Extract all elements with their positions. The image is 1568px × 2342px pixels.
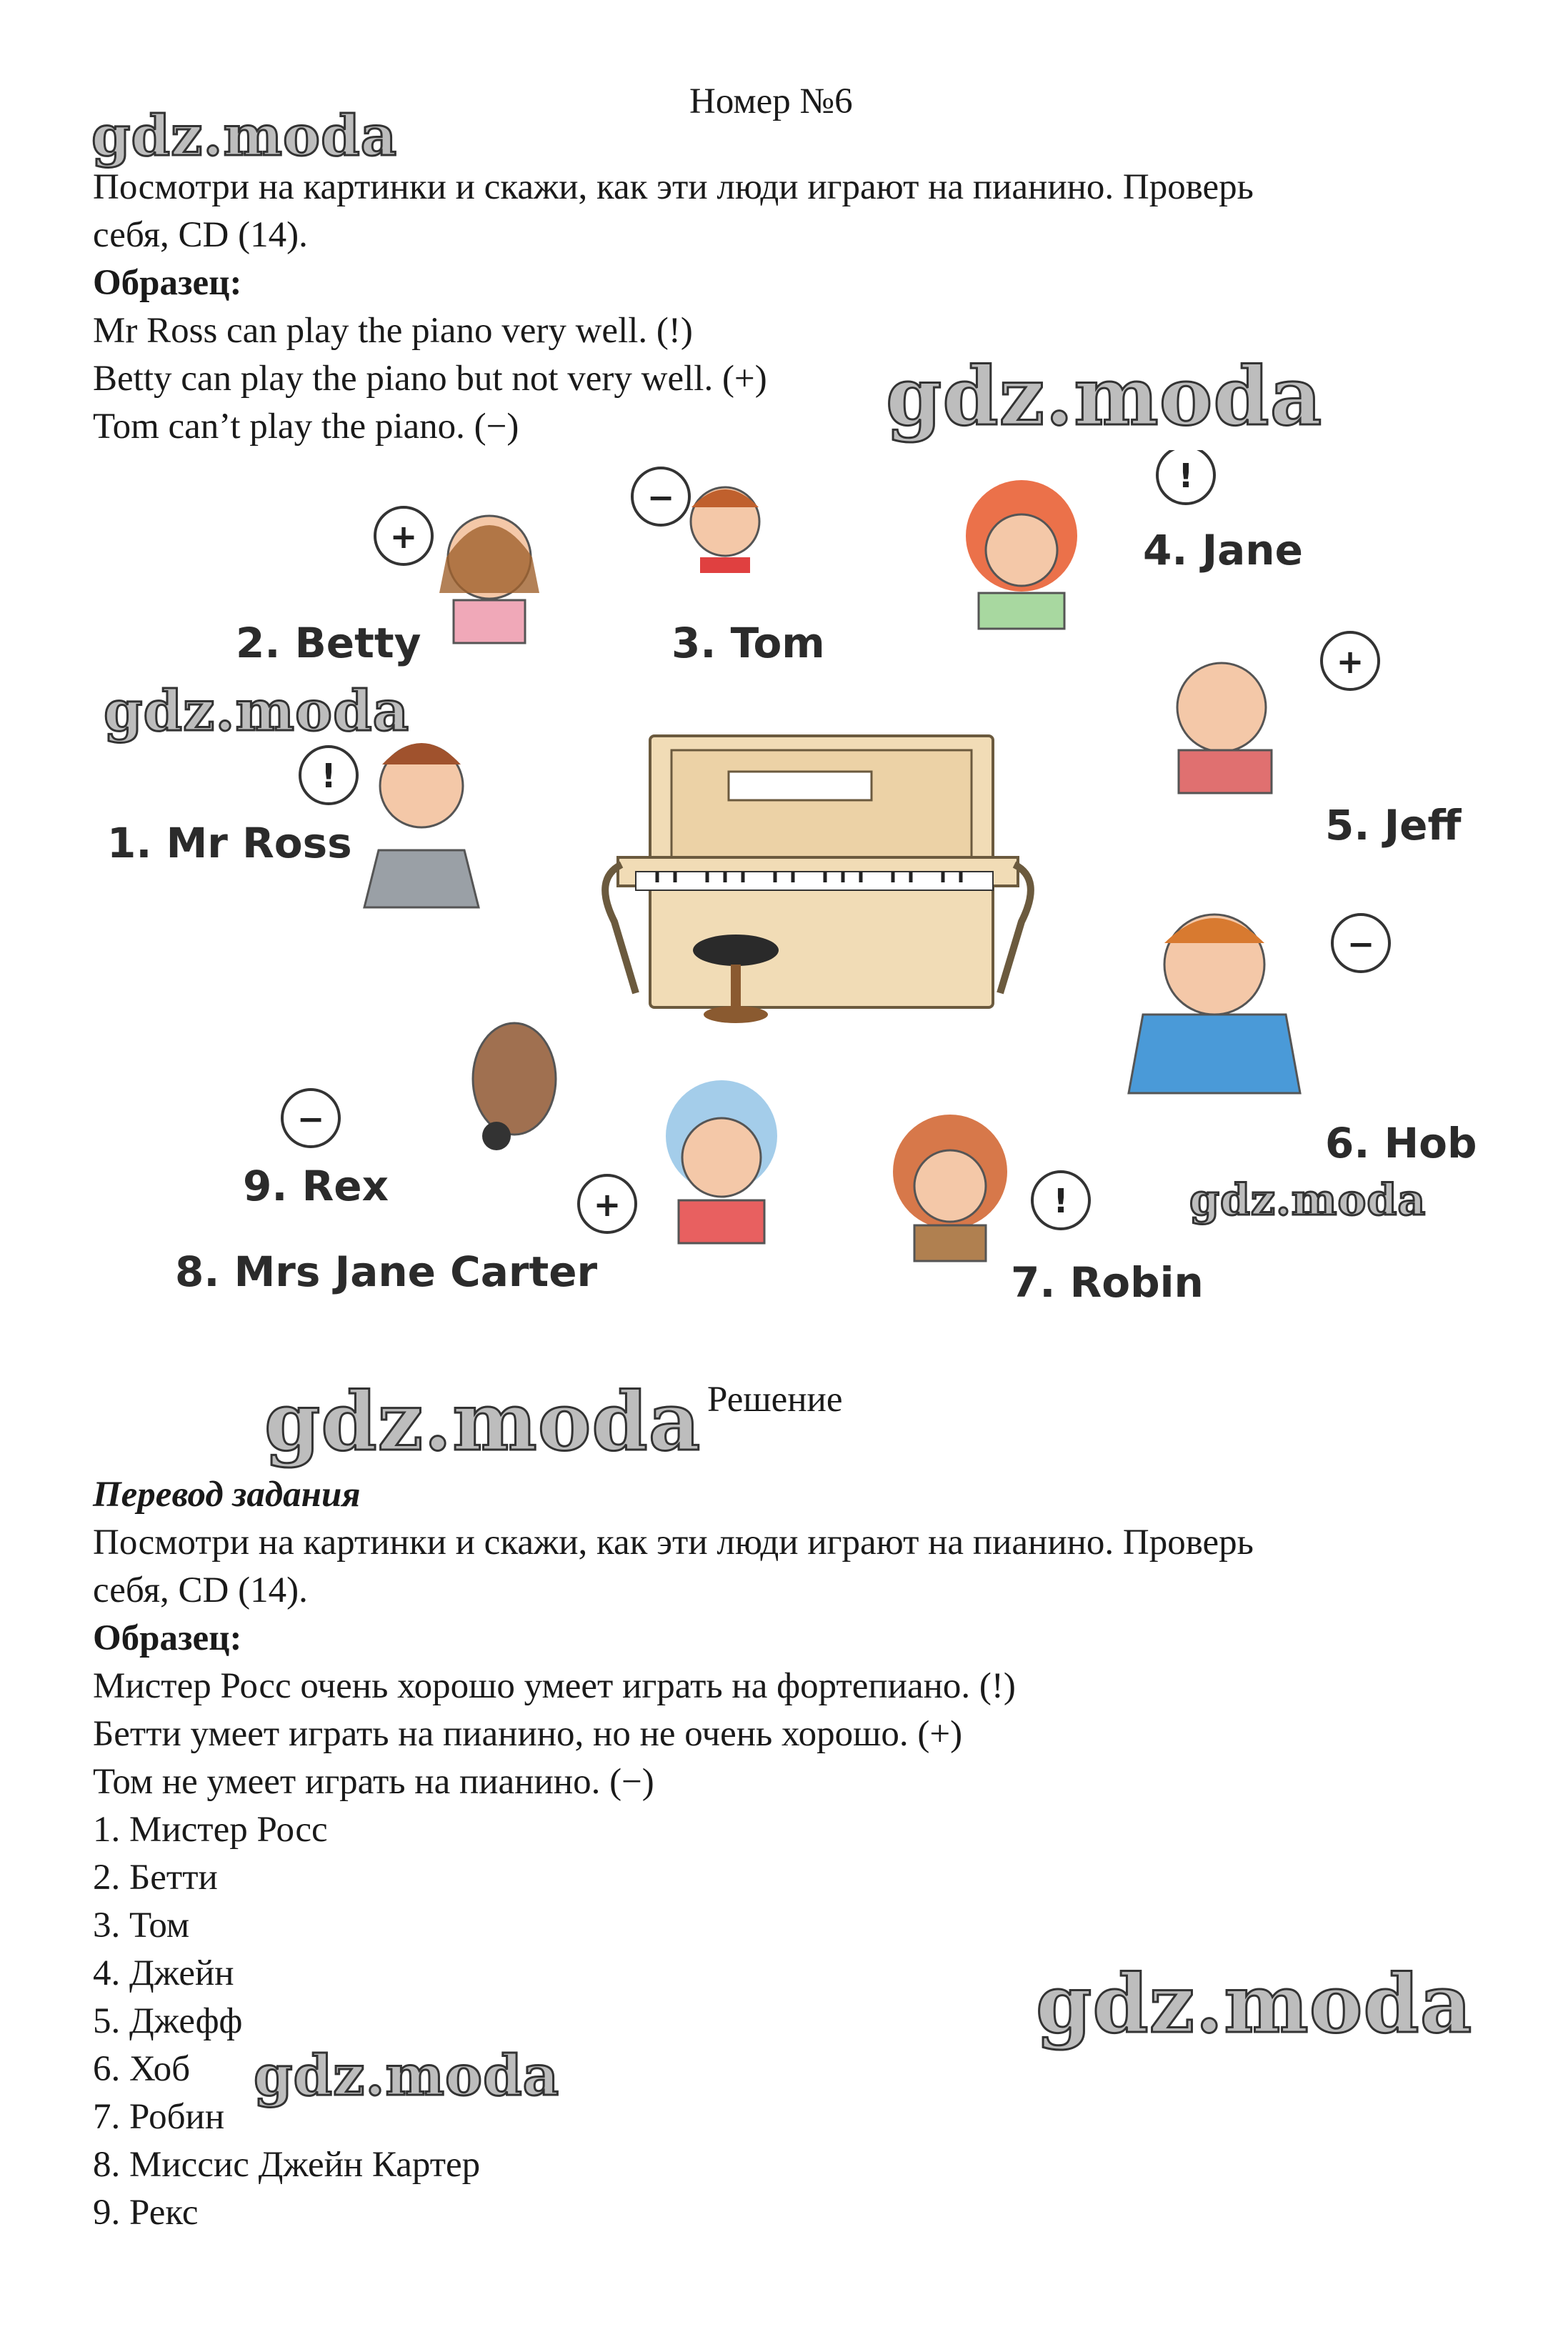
mark-icon [300, 747, 357, 804]
label-robin: 7. Robin [1011, 1258, 1204, 1307]
label-betty: 2. Betty [236, 619, 421, 667]
mark-icon [632, 468, 689, 525]
sample-label: Образец: [93, 263, 242, 303]
task-line-1: Посмотри на картинки и скажи, как эти люди играют на пианино. Проверь [93, 167, 1254, 207]
label-jane: 4. Jane [1143, 526, 1303, 574]
svg-text:−: − [296, 1100, 325, 1138]
mr-ross-portrait [364, 743, 479, 907]
mark-icon [579, 1175, 636, 1232]
name-item: 5. Джефф [93, 2001, 243, 2041]
name-item: 6. Хоб [93, 2049, 191, 2089]
mark-icon [375, 507, 432, 564]
mark-icon [282, 1090, 339, 1147]
svg-text:+: + [389, 517, 418, 556]
svg-text:!: ! [321, 757, 336, 795]
translation-example-2: Бетти умеет играть на пианино, но не очень хорошо. (+) [93, 1714, 963, 1754]
mark-icon [1032, 1172, 1089, 1229]
label-tom: 3. Tom [671, 619, 825, 667]
translation-sample-label: Образец: [93, 1618, 242, 1658]
watermark: gdz.moda [1036, 1958, 1473, 2051]
watermark: gdz.moda [91, 104, 398, 169]
example-2: Betty can play the piano but not very well. (+) [93, 359, 767, 399]
svg-text:+: + [1336, 642, 1364, 681]
label-mrs-jane-carter: 8. Mrs Jane Carter [175, 1247, 598, 1296]
name-item: 9. Рекс [93, 2193, 199, 2233]
svg-text:−: − [1347, 925, 1375, 963]
translation-line-2: себя, CD (14). [93, 1570, 308, 1610]
name-item: 1. Мистер Росс [93, 1810, 328, 1850]
translation-heading: Перевод задания [93, 1475, 361, 1515]
watermark: gdz.moda [264, 1375, 701, 1469]
piano-image [605, 736, 1031, 1023]
tom-portrait [691, 487, 759, 573]
example-3: Tom can’t play the piano. (−) [93, 407, 519, 447]
name-item: 7. Робин [93, 2097, 225, 2137]
name-item: 2. Бетти [93, 1858, 218, 1898]
svg-text:!: ! [1178, 457, 1194, 495]
mark-icon [1322, 632, 1379, 689]
hob-portrait [1129, 915, 1300, 1093]
label-mr-ross: 1. Mr Ross [107, 819, 352, 867]
svg-text:+: + [593, 1185, 621, 1224]
name-item: 8. Миссис Джейн Картер [93, 2145, 481, 2185]
label-rex: 9. Rex [243, 1162, 389, 1210]
svg-text:−: − [646, 478, 675, 517]
mark-icon [1157, 450, 1214, 504]
translation-line-1: Посмотри на картинки и скажи, как эти люди играют на пианино. Проверь [93, 1523, 1254, 1563]
watermark: gdz.moda [1189, 1175, 1427, 1225]
jane-portrait [966, 480, 1077, 629]
name-item: 3. Том [93, 1905, 190, 1945]
watermark: gdz.moda [104, 679, 410, 744]
rex-portrait [473, 1023, 556, 1150]
label-hob: 6. Hob [1325, 1119, 1477, 1167]
watermark: gdz.moda [886, 350, 1323, 444]
mark-icon [1332, 915, 1389, 972]
mrs-jane-carter-portrait [666, 1080, 777, 1243]
watermark: gdz.moda [254, 2043, 560, 2108]
solution-heading: Решение [707, 1380, 843, 1420]
translation-example-3: Том не умеет играть на пианино. (−) [93, 1762, 654, 1802]
example-1: Mr Ross can play the piano very well. (!) [93, 311, 693, 351]
jeff-portrait [1177, 663, 1272, 793]
betty-portrait [439, 516, 539, 643]
svg-text:!: ! [1053, 1182, 1069, 1220]
task-line-2: себя, CD (14). [93, 215, 308, 255]
name-item: 4. Джейн [93, 1953, 234, 1993]
page-title: Номер №6 [689, 81, 853, 121]
robin-portrait [893, 1115, 1007, 1261]
translation-example-1: Мистер Росс очень хорошо умеет играть на фортепиано. (!) [93, 1666, 1016, 1706]
label-jeff: 5. Jeff [1325, 801, 1462, 849]
